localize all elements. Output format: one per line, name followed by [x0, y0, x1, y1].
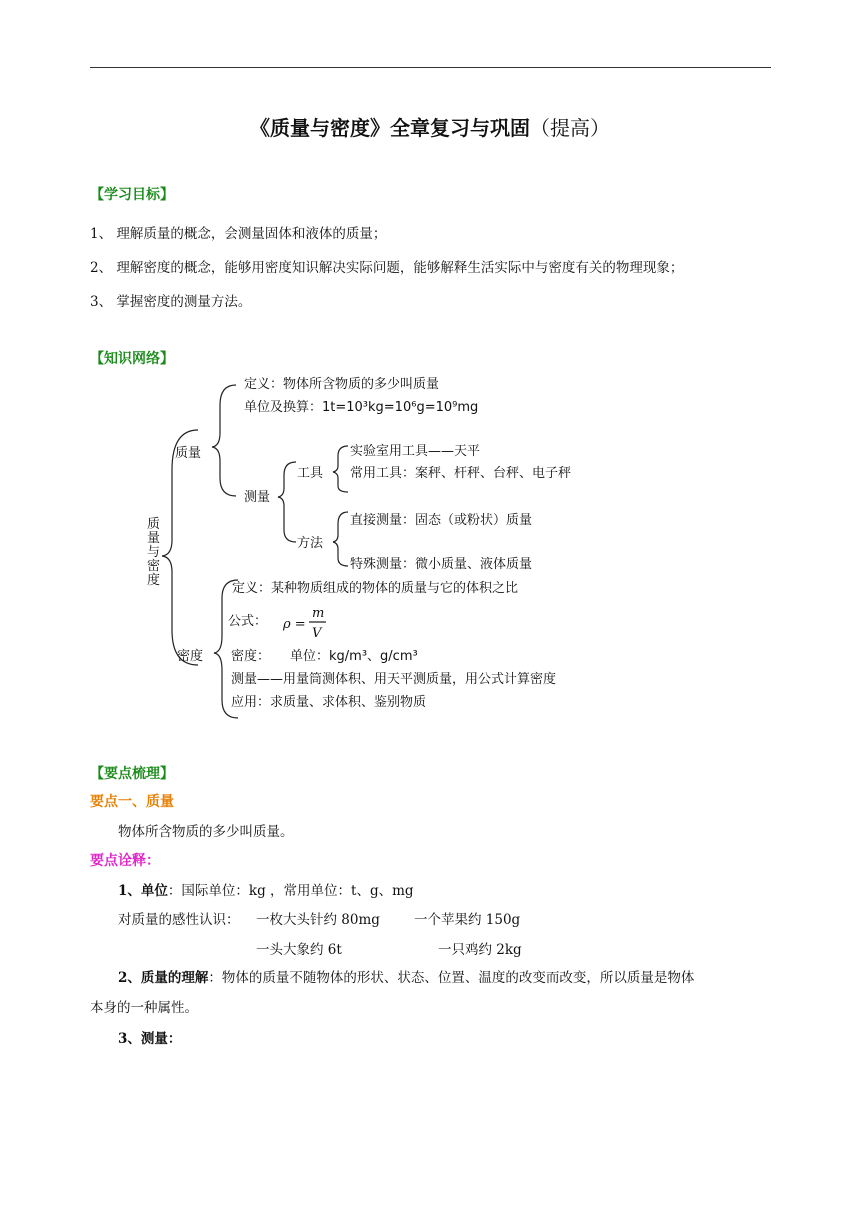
understand-bold: 2、质量的理解 [118, 970, 209, 986]
goal-item-3: 3、 掌握密度的测量方法。 [90, 294, 252, 310]
methods-label: 方法 [297, 536, 324, 551]
understand-text: ：物体的质量不随物体的形状、状态、位置、温度的改变而改变，所以质量是物体 [208, 970, 695, 986]
goal-item-1: 1、 理解质量的概念，会测量固体和液体的质量； [90, 226, 387, 242]
goal-item-2: 2、 理解密度的概念，能够用密度知识解决实际问题，能够解释生活实际中与密度有关的物理现象； [90, 260, 684, 276]
sense-label: 对质量的感性认识： [118, 912, 240, 928]
density-measure: 测量——用量筒测体积、用天平测质量，用公式计算密度 [231, 672, 557, 687]
mass-label: 质量 [175, 446, 202, 461]
point1-title: 要点一、质量 [90, 794, 174, 810]
density-formula-num: m [312, 606, 325, 621]
goals-heading: 【学习目标】 [90, 187, 174, 203]
density-formula-den: V [312, 626, 322, 641]
unit-text: ：国际单位：kg ，常用单位：t、g、mg [167, 883, 414, 899]
tool-item-1: 实验室用工具——天平 [350, 444, 481, 459]
density-unit-label: 密度： [231, 649, 271, 664]
method-item-1: 直接测量：固态（或粉状）质量 [350, 513, 533, 528]
tools-label: 工具 [297, 466, 324, 481]
sense-apple: 一个苹果约 150g [414, 912, 521, 928]
title-sub: （提高） [530, 116, 610, 140]
methods-brace [333, 512, 348, 566]
tool-item-2: 常用工具：案秤、杆秤、台秤、电子秤 [350, 466, 572, 481]
sense-chicken: 一只鸡约 2kg [438, 942, 522, 958]
point1-text: 物体所含物质的多少叫质量。 [118, 824, 294, 840]
unit-bold: 1、单位 [118, 883, 168, 899]
tools-brace [333, 446, 348, 492]
sense-pin: 一枚大头针约 80mg [256, 912, 380, 928]
sense-elephant: 一头大象约 6t [256, 942, 342, 958]
density-formula-label: 公式： [228, 614, 268, 629]
measure-brace [278, 462, 296, 542]
method-item-2: 特殊测量：微小质量、液体质量 [350, 557, 533, 572]
mass-measure-label: 测量 [244, 490, 271, 505]
title-main: 《质量与密度》全章复习与巩固 [250, 116, 530, 140]
keypoints-heading: 【要点梳理】 [90, 766, 174, 782]
density-definition: 定义：某种物质组成的物体的质量与它的体积之比 [232, 581, 519, 596]
explain-title: 要点诠释： [90, 853, 160, 869]
density-label: 密度 [177, 649, 204, 664]
mass-definition: 定义：物体所含物质的多少叫质量 [244, 377, 440, 392]
unit-line [118, 879, 414, 899]
measure-bold: 3、测量： [118, 1031, 182, 1047]
understand-text-2: 本身的一种属性。 [90, 1000, 198, 1016]
network-heading: 【知识网络】 [90, 351, 174, 367]
mass-units: 单位及换算：1t=10³kg=10⁶g=10⁹mg [244, 400, 479, 415]
density-unit-text: 单位：kg/m³、g/cm³ [290, 649, 418, 664]
diagram-root-label: 质量与密度 [147, 517, 162, 588]
root-brace [162, 430, 198, 665]
understand-line [118, 966, 694, 986]
density-formula-lhs: ρ = [283, 617, 306, 632]
density-apply: 应用：求质量、求体积、鉴别物质 [231, 695, 427, 710]
mass-brace [212, 385, 236, 496]
